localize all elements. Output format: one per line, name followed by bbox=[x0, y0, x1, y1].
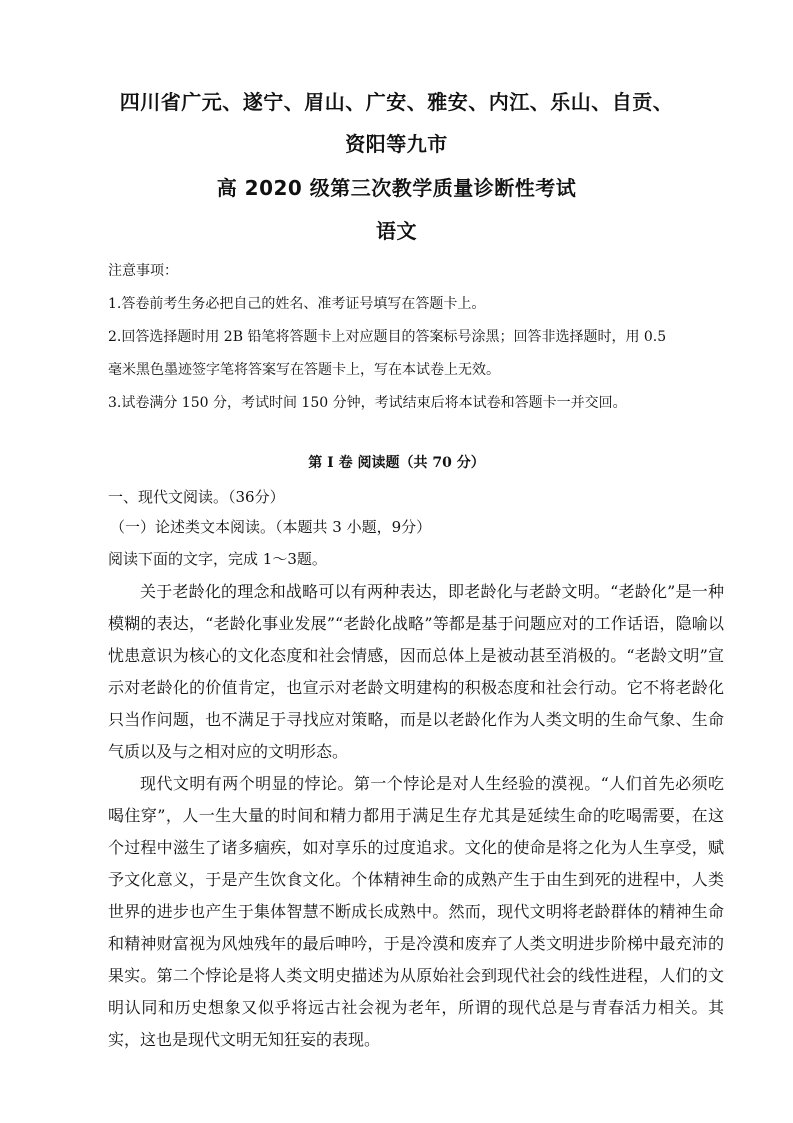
reading-instruction: 阅读下面的文字，完成 1～3题。 bbox=[108, 550, 327, 568]
notes-item-1: 1.答卷前考生务必把自己的姓名、准考证号填写在答题卡上。 bbox=[108, 296, 486, 312]
exam-title-line2: 资阳等九市 bbox=[345, 132, 448, 156]
notes-item-2-line2: 毫米黑色墨迹签字笔将答案写在答题卡上，写在本试卷上无效。 bbox=[108, 362, 500, 378]
passage-paragraph-1: 关于老龄化的理念和战略可以有两种表达，即老龄化与老龄文明。“老龄化”是一种模糊的表达，“老龄化事业发展”“老龄化战略”等都是基于问题应对的工作话语，隐喻以忧患意识为核心的文化态度和社会情感，因而总体上是被动甚至消极的。“老龄文明”宣示对老龄化的价值肯定，也宣示对老龄文明建构的积极态度和社会行动。它不将老龄化只当作问题，也不满足于寻找应对策略，而是以老龄化作为人类文明的生命气象、生命气质以及与之相对应的文明形态。 bbox=[108, 582, 724, 761]
notes-heading: 注意事项： bbox=[108, 263, 178, 279]
part1-heading: 一、现代文阅读。（36分） bbox=[108, 488, 285, 506]
exam-title-line1: 四川省广元、遂宁、眉山、广安、雅安、内江、乐山、自贡、 bbox=[119, 90, 674, 114]
exam-title-line3: 高 2020 级第三次教学质量诊断性考试 bbox=[216, 176, 577, 200]
notes-item-2-line1: 2.回答选择题时用 2B 铅笔将答题卡上对应题目的答案标号涂黑；回答非选择题时，用 0.5 bbox=[108, 329, 667, 345]
passage-paragraph-2: 现代文明有两个明显的悖论。第一个悖论是对人生经验的漠视。“人们首先必须吃喝住穿”，人一生大量的时间和精力都用于满足生存尤其是延续生命的吃喝需要，在这个过程中滋生了诸多痼疾，如对享乐的过度追求。文化的使命是将之化为人生享受，赋予文化意义，于是产生饮食文化。个体精神生命的成熟产生于由生到死的进程中，人类世界的进步也产生于集体智慧不断成长成熟中。然而，现代文明将老龄群体的精神生命和精神财富视为风烛残年的最后呻吟，于是冷漠和废弃了人类文明进步阶梯中最充沛的果实。第二个悖论是将人类文明史描述为从原始社会到现代社会的线性进程，人们的文明认同和历史想象又似乎将远古社会视为老年，所谓的现代总是与青春活力相关。其实，这也是现代文明无知狂妄的表现。 bbox=[108, 774, 724, 1049]
notes-item-3: 3.试卷满分 150 分，考试时间 150 分钟，考试结束后将本试卷和答题卡一并交回。 bbox=[108, 395, 627, 411]
section-heading: 第 I 卷 阅读题（共 70 分） bbox=[308, 455, 485, 471]
part1-subheading: （一）论述类文本阅读。（本题共 3 小题，9分） bbox=[110, 518, 432, 536]
notes-block bbox=[108, 255, 733, 420]
subject-title: 语文 bbox=[376, 219, 417, 243]
